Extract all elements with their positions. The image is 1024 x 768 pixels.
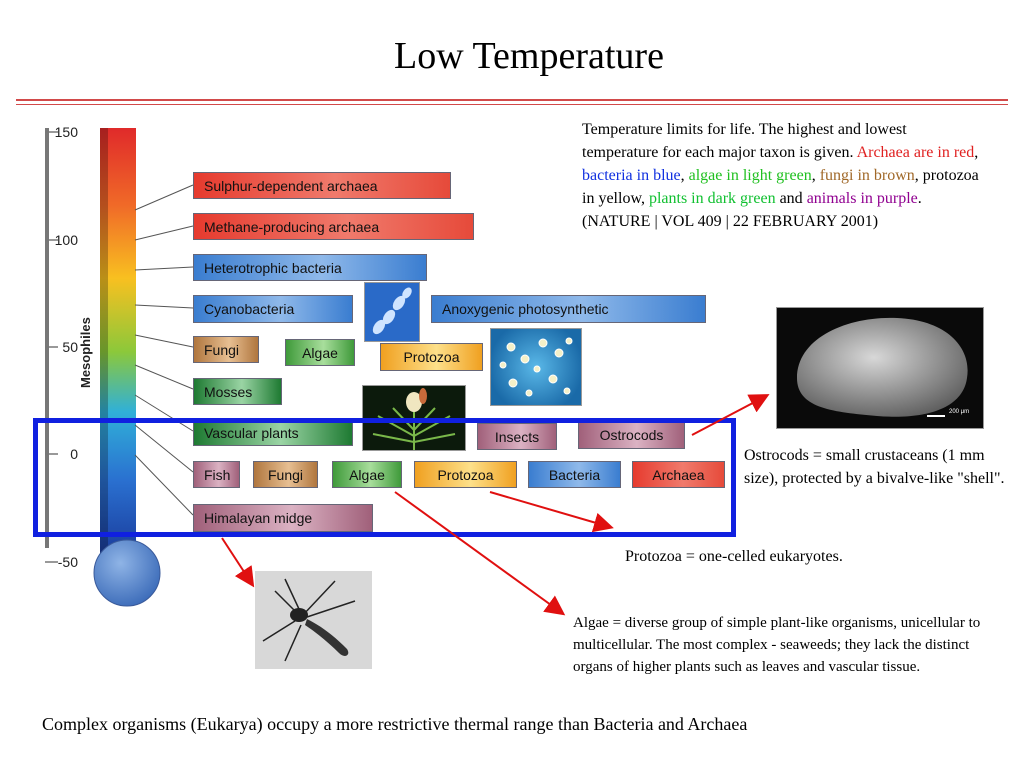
bar-sulphur-dependent-archaea: Sulphur-dependent archaea	[193, 172, 451, 199]
tick-label-50: 50	[62, 339, 78, 355]
algae-color-key: algae in light green	[688, 167, 812, 184]
tick-label-minus-50: -50	[57, 554, 78, 570]
scale-bar-label: 200 μm	[949, 409, 970, 415]
bar-fish: Fish	[193, 461, 240, 488]
ostracods-note: Ostrocods = small crustaceans (1 mm size), protected by a bivalve-like "shell".	[744, 447, 1005, 487]
bar-heterotrophic-bacteria: Heterotrophic bacteria	[193, 254, 427, 281]
archaea-color-key: Archaea are in red	[856, 144, 975, 161]
bar-fungi-low: Fungi	[253, 461, 318, 488]
tick-label-100: 100	[54, 232, 78, 248]
slide-title: Low Temperature	[394, 35, 664, 77]
separator: , protozoa in yellow,	[582, 167, 979, 207]
bar-bacteria-low: Bacteria	[528, 461, 621, 488]
separator: .	[917, 190, 922, 207]
algae-arrow	[395, 492, 562, 613]
bar-protozoa-low: Protozoa	[414, 461, 517, 488]
bacteria-color-key: bacteria in blue	[582, 167, 681, 184]
bar-insects: Insects	[477, 423, 557, 450]
algae-note: Algae = diverse group of simple plant-like organisms, unicellular to multicellular. The most complex - seaweeds; they lack the distinct organs of higher plants such as leaves and vascular tissue.	[573, 615, 981, 675]
separator: ,	[811, 167, 820, 184]
fungi-color-key: fungi in brown	[819, 167, 915, 184]
ostracod-arrow	[692, 396, 766, 435]
animals-color-key: animals in purple	[806, 190, 918, 207]
bar-algae: Algae	[285, 339, 355, 366]
citation: (NATURE | VOL 409 | 22 FEBRUARY 2001)	[582, 213, 879, 230]
plants-color-key: plants in dark green	[648, 190, 776, 207]
tick-label-150: 150	[54, 124, 78, 140]
bar-protozoa: Protozoa	[380, 343, 483, 371]
bar-cyanobacteria: Cyanobacteria	[193, 295, 353, 323]
separator: and	[775, 190, 807, 207]
bar-vascular-plants: Vascular plants	[193, 419, 353, 446]
protozoa-note: Protozoa = one-celled eukaryotes.	[625, 548, 843, 565]
separator: ,	[680, 167, 689, 184]
bar-anoxygenic-photosynthetic: Anoxygenic photosynthetic	[431, 295, 706, 323]
bar-mosses: Mosses	[193, 378, 282, 405]
protozoa-arrow	[490, 492, 610, 527]
bar-himalayan-midge: Himalayan midge	[193, 504, 373, 532]
mesophiles-label: Mesophiles	[78, 317, 93, 388]
separator: ,	[974, 144, 979, 161]
bar-fungi: Fungi	[193, 336, 259, 363]
description-text: Temperature limits for life. The highest and lowest temperature for each major taxon is given.	[582, 121, 907, 161]
bar-algae-low: Algae	[332, 461, 402, 488]
conclusion-text: Complex organisms (Eukarya) occupy a more restrictive thermal range than Bacteria and Archaea	[42, 714, 748, 734]
midge-arrow	[222, 538, 252, 584]
tick-label-0: 0	[70, 446, 78, 462]
bar-ostrocods: Ostrocods	[578, 421, 685, 449]
bar-methane-producing-archaea: Methane-producing archaea	[193, 213, 474, 240]
bar-archaea-low: Archaea	[632, 461, 725, 488]
